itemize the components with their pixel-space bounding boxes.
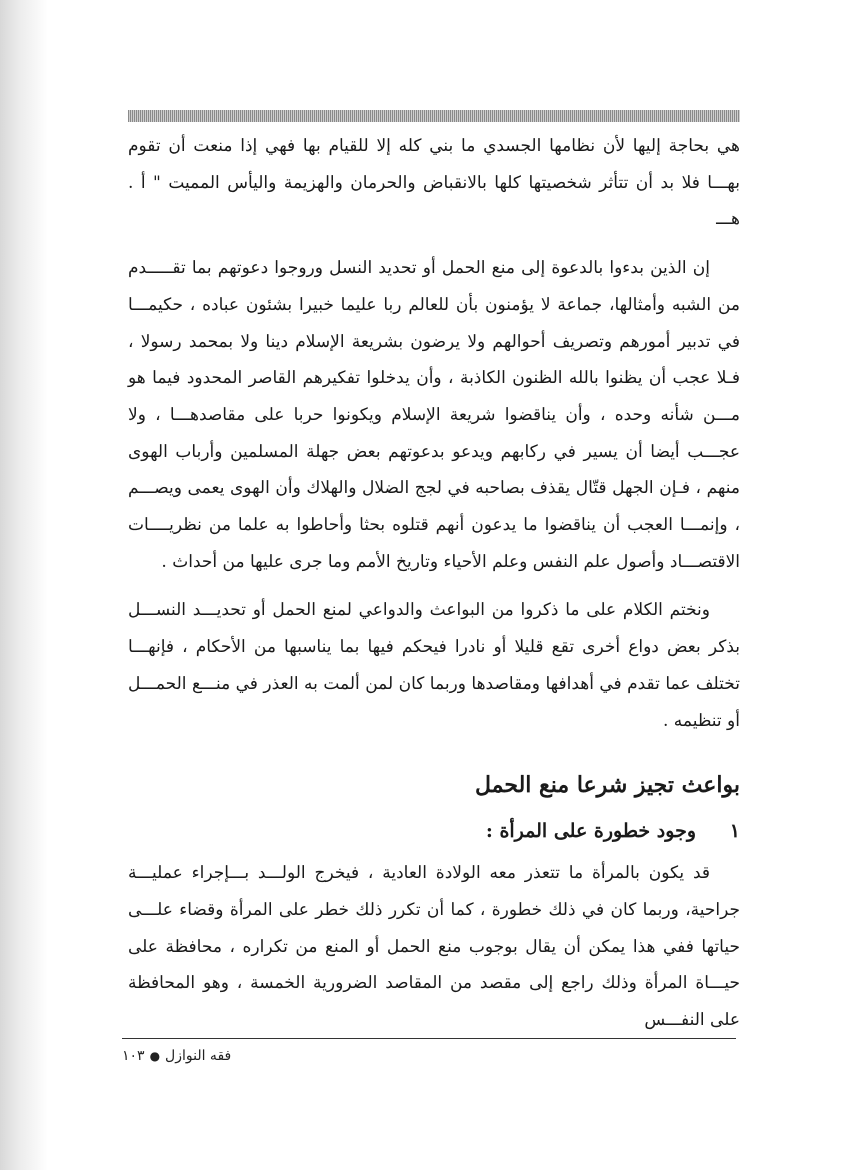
page-body [128, 128, 740, 1039]
page-edge-shadow [0, 0, 48, 1170]
footer-rule [122, 1038, 736, 1039]
body-paragraph: قد يكون بالمرأة ما تتعذر معه الولادة العادية ، فيخرج الولـــد بـــإجراء عمليـــة جراحية، وربما كان في ذلك خطورة ، كما أن تكرر ذلك خطر على المرأة وقضاء علـــى حياتها ففي هذا يمكن أن يقال بوجوب منع الحمل أو المنع من تكراره ، محافظة على حيـــاة المرأة وذلك راجع إلى مقصد من المقاصد الضرورية الخمسة ، وهو المحافظة على النفـــس [128, 863, 740, 1031]
subsection-title: وجود خطورة على المرأة : [485, 820, 696, 843]
page-number: ١٠٣ [122, 1048, 145, 1064]
body-paragraph: إن الذين بدءوا بالدعوة إلى منع الحمل أو تحديد النسل وروجوا دعوتهم بما تقـــــدم من الشبه وأمثالها، جماعة لا يؤمنون بأن للعالم ربا عليما خبيرا بشئون عباده ، حكيمـــا في تدبير أمورهم وتصريف أحوالهم ولا يرضون بشريعة الإسلام دينا ولا بمحمد رسولا ، فـلا عجب أن يظنوا بالله الظنون الكاذبة ، وأن يدخلوا تفكيرهم القاصر المحدود فيما هو مـــن شأنه وحده ، وأن يناقضوا شريعة الإسلام ويكونوا حربا على مقاصدهـــا ، ولا عجـــب أيضا أن يسير في ركابهم ويدعو بدعوتهم بعض جهلة المسلمين وأرباب الهوى منهم ، فـإن الجهل قتّال يقذف بصاحبه في لجج الضلال والهلاك وأن الهوى يعمى ويصـــم ، وإنمـــا العجب أن يناقضوا ما يدعون أنهم قتلوه بحثا وأحاطوا به علما من نظريــــات الاقتصـــاد وأصول علم النفس وعلم الأحياء وتاريخ الأمم وما جرى عليها من أحداث . [128, 258, 740, 572]
subsection-number: ١ [729, 820, 740, 843]
section-heading: بواعث تجيز شرعا منع الحمل [475, 772, 740, 799]
body-paragraph: هي بحاجة إليها لأن نظامها الجسدي ما بني كله إلا للقيام بها فهي إذا منعت أن تقوم بهـــا فلا بد أن تتأثر شخصيتها كلها بالانقباض والحرمان والهزيمة واليأس المميت " أ . هـــ [128, 136, 740, 230]
page-footer [122, 1048, 231, 1064]
bullet-icon: ● [149, 1049, 161, 1063]
subsection-heading [128, 811, 740, 851]
footer-book-title: فقه النوازل [165, 1048, 232, 1064]
body-paragraph: ونختم الكلام على ما ذكروا من البواعث والدواعي لمنع الحمل أو تحديـــد النســـل بذكر بعض دواع أخرى تقع قليلا أو نادرا فيحكم فيها بما يناسبها من الأحكام ، فإنهـــا تختلف عما تقدم في أهدافها ومقاصدها وربما كان لمن ألمت به العذر في منـــع الحمـــل أو تنظيمه . [128, 600, 740, 731]
header-rule [128, 110, 740, 122]
